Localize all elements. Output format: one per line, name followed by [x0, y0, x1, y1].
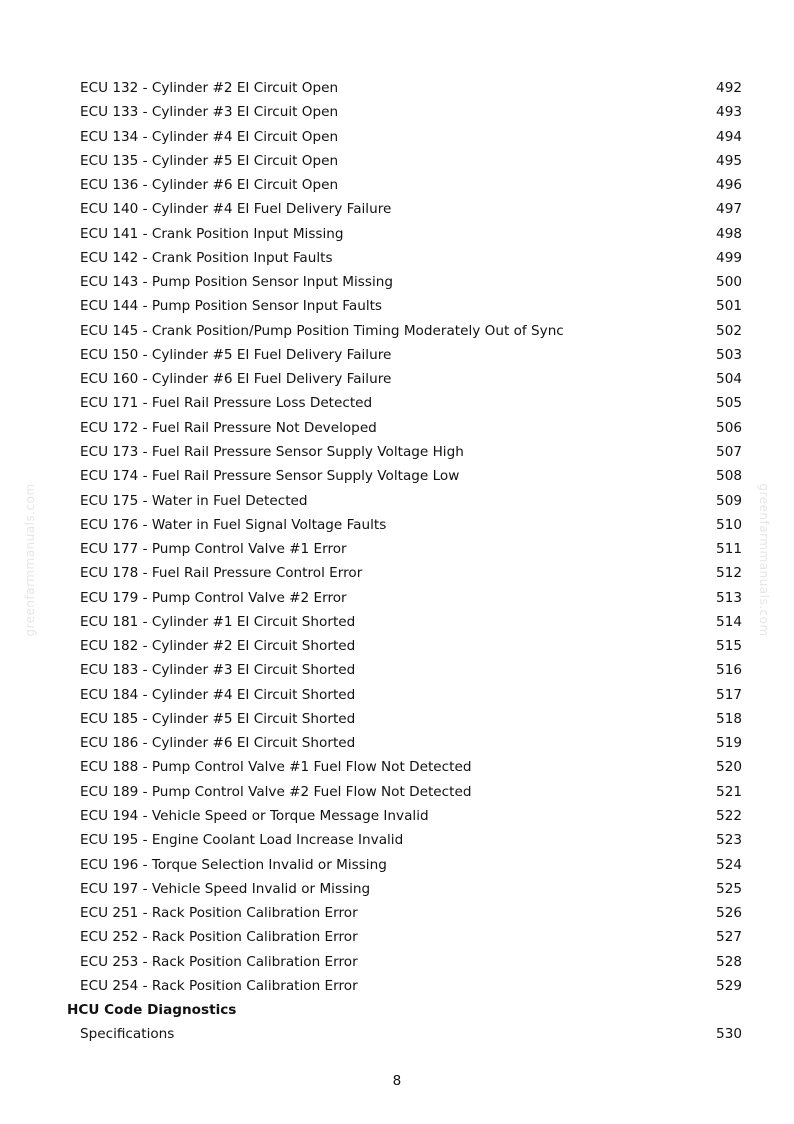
toc-entry[interactable] [0, 537, 794, 561]
toc-entry-page: 507 [716, 443, 742, 460]
toc-entry-page: 527 [716, 929, 742, 946]
toc-entry-page: 508 [716, 468, 742, 485]
section-entry-list [0, 1022, 794, 1046]
page-number: 8 [392, 1073, 402, 1089]
toc-entry-title: ECU 194 - Vehicle Speed or Torque Message Invalid [80, 807, 429, 824]
toc-entry-title: ECU 144 - Pump Position Sensor Input Faults [80, 298, 383, 315]
toc-entry-title: ECU 143 - Pump Position Sensor Input Missing [80, 274, 393, 291]
toc-entry-title: ECU 172 - Fuel Rail Pressure Not Developed [80, 419, 377, 436]
toc-entry-page: 506 [716, 419, 742, 436]
toc-entry-page: 493 [716, 104, 742, 121]
toc-entry-page: 492 [716, 80, 742, 96]
toc-entry[interactable] [0, 901, 794, 925]
toc-entry-page: 519 [716, 735, 742, 752]
toc-entry[interactable] [0, 76, 794, 100]
toc-entry[interactable] [0, 513, 794, 537]
toc-entry-title: ECU 253 - Rack Position Calibration Error [80, 953, 358, 970]
toc-entry-title: ECU 178 - Fuel Rail Pressure Control Error [80, 565, 363, 582]
toc-entry-page: 526 [716, 905, 742, 922]
toc-entry-page: 509 [716, 492, 742, 509]
toc-entry[interactable] [0, 586, 794, 610]
watermark-left: greenfarmmanuals.com [23, 483, 37, 637]
toc-entry-title: ECU 195 - Engine Coolant Load Increase Invalid [80, 832, 404, 849]
toc-entry-page: 524 [716, 856, 742, 873]
toc-entry[interactable] [0, 246, 794, 270]
toc-entry-page: 513 [716, 589, 742, 606]
toc-entry[interactable] [0, 804, 794, 828]
toc-entry[interactable] [0, 974, 794, 998]
toc-entry-page: 510 [716, 516, 742, 533]
toc-entry[interactable] [0, 950, 794, 974]
toc-entry-page: 505 [716, 395, 742, 412]
toc-entry-title: ECU 174 - Fuel Rail Pressure Sensor Supply Voltage Low [80, 468, 460, 485]
toc-entry-page: 515 [716, 638, 742, 655]
toc-entry[interactable] [0, 489, 794, 513]
toc-entry-title: ECU 184 - Cylinder #4 EI Circuit Shorted [80, 686, 356, 703]
toc-entry[interactable] [0, 343, 794, 367]
toc-entry[interactable] [0, 683, 794, 707]
toc-entry-title: ECU 134 - Cylinder #4 EI Circuit Open [80, 128, 339, 145]
toc-entry[interactable] [0, 731, 794, 755]
toc-entry[interactable] [0, 658, 794, 682]
toc-entry-title: ECU 196 - Torque Selection Invalid or Missing [80, 856, 387, 873]
toc-entry[interactable] [0, 780, 794, 804]
toc-entry[interactable] [0, 634, 794, 658]
toc-entry-title: ECU 132 - Cylinder #2 EI Circuit Open [80, 80, 339, 96]
toc-entry[interactable] [0, 416, 794, 440]
toc-entry-page: 501 [716, 298, 742, 315]
toc-entry-list [0, 76, 794, 998]
toc-entry-title: ECU 179 - Pump Control Valve #2 Error [80, 589, 347, 606]
toc-entry[interactable] [0, 440, 794, 464]
toc-entry-page: 516 [716, 662, 742, 679]
toc-entry[interactable] [0, 561, 794, 585]
toc-entry-title: ECU 150 - Cylinder #5 EI Fuel Delivery Failure [80, 346, 392, 363]
toc-entry[interactable] [0, 755, 794, 779]
toc-entry[interactable] [0, 1022, 794, 1046]
toc-entry-page: 520 [716, 759, 742, 776]
toc-entry-title: ECU 177 - Pump Control Valve #1 Error [80, 541, 347, 558]
toc-entry-title: ECU 183 - Cylinder #3 EI Circuit Shorted [80, 662, 356, 679]
toc-entry-page: 514 [716, 613, 742, 630]
toc-entry[interactable] [0, 100, 794, 124]
toc-entry[interactable] [0, 294, 794, 318]
toc-entry-title: ECU 135 - Cylinder #5 EI Circuit Open [80, 152, 339, 169]
toc-entry[interactable] [0, 391, 794, 415]
toc-entry-title: ECU 175 - Water in Fuel Detected [80, 492, 308, 509]
toc-entry-page: 497 [716, 201, 742, 218]
toc-entry-page: 495 [716, 152, 742, 169]
toc-entry-page: 529 [716, 977, 742, 994]
toc-entry-title: ECU 133 - Cylinder #3 EI Circuit Open [80, 104, 339, 121]
toc-entry-page: 523 [716, 832, 742, 849]
toc-entry-page: 530 [716, 1026, 742, 1043]
toc-entry-page: 518 [716, 710, 742, 727]
toc-entry[interactable] [0, 197, 794, 221]
toc-entry-page: 517 [716, 686, 742, 703]
toc-entry[interactable] [0, 222, 794, 246]
toc-entry-title: ECU 185 - Cylinder #5 EI Circuit Shorted [80, 710, 356, 727]
toc-entry[interactable] [0, 319, 794, 343]
toc-entry-page: 502 [716, 322, 742, 339]
toc-entry[interactable] [0, 173, 794, 197]
toc-entry-title: ECU 251 - Rack Position Calibration Error [80, 905, 358, 922]
toc-entry-page: 528 [716, 953, 742, 970]
watermark-right: greenfarmmanuals.com [757, 483, 771, 637]
toc-entry-title: ECU 140 - Cylinder #4 EI Fuel Delivery Failure [80, 201, 392, 218]
toc-entry-title: ECU 197 - Vehicle Speed Invalid or Missing [80, 880, 371, 897]
toc-entry-page: 504 [716, 371, 742, 388]
toc-entry-page: 496 [716, 177, 742, 194]
toc-entry-page: 521 [716, 783, 742, 800]
toc-entry-title: ECU 141 - Crank Position Input Missing [80, 225, 344, 242]
toc-entry-title: ECU 254 - Rack Position Calibration Error [80, 977, 358, 994]
toc-entry-title: ECU 176 - Water in Fuel Signal Voltage Faults [80, 516, 387, 533]
toc-entry[interactable] [0, 125, 794, 149]
toc-entry-title: ECU 160 - Cylinder #6 EI Fuel Delivery Failure [80, 371, 392, 388]
toc-entry-title: Specifications [80, 1026, 175, 1043]
toc-entry[interactable] [0, 828, 794, 852]
toc-entry-page: 494 [716, 128, 742, 145]
toc-entry-page: 499 [716, 249, 742, 266]
toc-entry[interactable] [0, 877, 794, 901]
toc-entry[interactable] [0, 464, 794, 488]
toc-entry-page: 522 [716, 807, 742, 824]
toc-entry-title: ECU 145 - Crank Position/Pump Position Timing Moderately Out of Sync [80, 322, 564, 339]
section-heading[interactable] [0, 998, 794, 1022]
toc-entry[interactable] [0, 149, 794, 173]
toc-entry-title: ECU 182 - Cylinder #2 EI Circuit Shorted [80, 638, 356, 655]
toc-entry-title: ECU 142 - Crank Position Input Faults [80, 249, 333, 266]
toc-entry[interactable] [0, 853, 794, 877]
toc-entry[interactable] [0, 925, 794, 949]
toc-entry[interactable] [0, 270, 794, 294]
toc-entry[interactable] [0, 367, 794, 391]
toc-entry-page: 500 [716, 274, 742, 291]
toc-entry-title: ECU 252 - Rack Position Calibration Error [80, 929, 358, 946]
toc-entry-title: ECU 188 - Pump Control Valve #1 Fuel Flow Not Detected [80, 759, 472, 776]
table-of-contents [0, 76, 794, 1047]
toc-entry-title: ECU 171 - Fuel Rail Pressure Loss Detected [80, 395, 373, 412]
toc-entry-title: ECU 186 - Cylinder #6 EI Circuit Shorted [80, 735, 356, 752]
toc-entry-title: ECU 173 - Fuel Rail Pressure Sensor Supply Voltage High [80, 443, 464, 460]
section-heading-label: HCU Code Diagnostics [67, 1002, 237, 1019]
toc-entry-page: 498 [716, 225, 742, 242]
toc-entry[interactable] [0, 610, 794, 634]
toc-entry-page: 512 [716, 565, 742, 582]
toc-entry-title: ECU 136 - Cylinder #6 EI Circuit Open [80, 177, 339, 194]
toc-entry-page: 511 [716, 541, 742, 558]
toc-entry[interactable] [0, 707, 794, 731]
toc-entry-page: 503 [716, 346, 742, 363]
toc-entry-page: 525 [716, 880, 742, 897]
toc-entry-title: ECU 189 - Pump Control Valve #2 Fuel Flow Not Detected [80, 783, 472, 800]
toc-entry-title: ECU 181 - Cylinder #1 EI Circuit Shorted [80, 613, 356, 630]
